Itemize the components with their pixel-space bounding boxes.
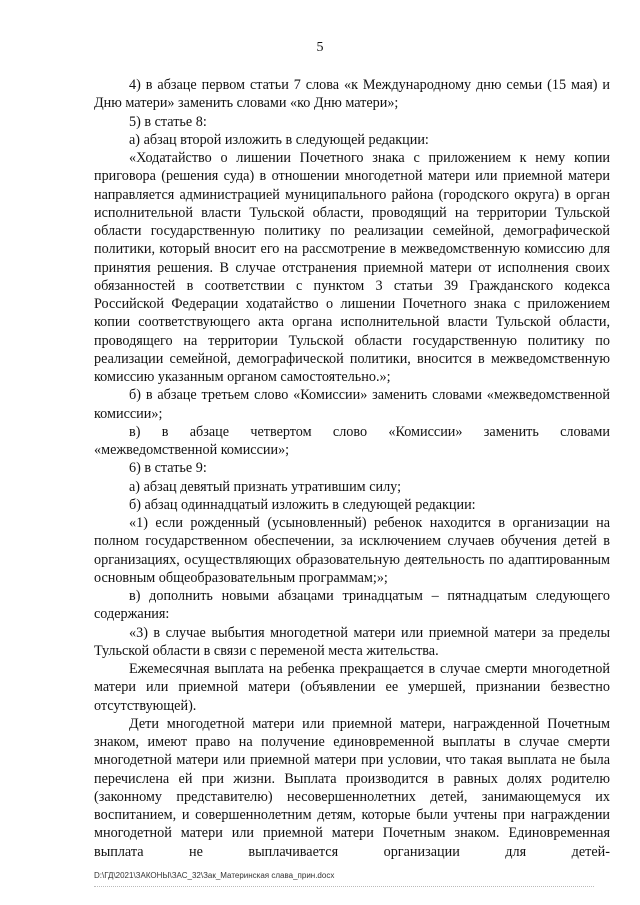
scan-artifact-line	[94, 886, 594, 889]
paragraph: в) дополнить новыми абзацами тринадцатым – пятнадцатым следующего содержания:	[94, 588, 610, 623]
paragraph: «1) если рожденный (усыновленный) ребенок находится в организации на полном государственном обеспечении, за исключением случаев обучения детей в организациях, осуществляющих образовательную деятельность по адаптированным основным общеобразовательным программам;»;	[94, 515, 610, 586]
paragraph: б) абзац одиннадцатый изложить в следующей редакции:	[129, 496, 476, 513]
paragraph: в) в абзаце четвертом слово «Комиссии» заменить словами «межведомственной комиссии»;	[94, 423, 610, 458]
paragraph: б) в абзаце третьем слово «Комиссии» заменить словами «межведомственной комиссии»;	[94, 387, 610, 422]
paragraph: а) абзац девятый признать утратившим силу;	[129, 478, 402, 495]
paragraph: Ежемесячная выплата на ребенка прекращается в случае смерти многодетной матери или приемной матери (объявлении ее умершей, признании безвестно отсутствующей).	[94, 661, 610, 714]
footer-file-path: D:\ГД\2021\ЗАКОНЫ\ЗАС_32\Зак_Материнская слава_прин.docx	[94, 871, 335, 880]
paragraph: а) абзац второй изложить в следующей редакции:	[129, 131, 429, 148]
paragraph: «3) в случае выбытия многодетной матери или приемной матери за пределы Тульской области в связи с переменой места жительства.	[94, 624, 610, 659]
paragraph: 6) в статье 9:	[129, 460, 207, 477]
paragraph: «Ходатайство о лишении Почетного знака с приложением к нему копии приговора (решения суда) в отношении многодетной матери или приемной матери направляется администрацией муниципального района (городского округа) в орган исполнительной власти Тульской области, проводящий на территории Тульской области государственную политику по реализации семейной, демографической политики, который вносит его на рассмотрение в межведомственную комиссию для принятия решения. В случае отстранения приемной матери от исполнения своих обязанностей в соответствии с пунктом 3 статьи 39 Гражданского кодекса Российской Федерации ходатайство о лишении Почетного знака с приложением копии соответствующего акта органа исполнительной власти Тульской области, проводящего на территории Тульской области государственную политику по реализации семейной, демографической политики, вносится в межведомственную комиссию указанным органом самостоятельно.»;	[94, 150, 610, 385]
paragraph: 4) в абзаце первом статьи 7 слова «к Международному дню семьи (15 мая) и Дню матери» заменить словами «ко Дню матери»;	[94, 77, 610, 112]
paragraph: Дети многодетной матери или приемной матери, награжденной Почетным знаком, имеют право на получение единовременной выплаты в случае смерти многодетной матери или приемной матери при условии, что такая выплата не была перечислена ей при жизни. Выплата производится в равных долях родителю (законному представителю) несовершеннолетних детей, занимающемуся их воспитанием, и совершеннолетним детям, которые были учтены при награждении многодетной матери или приемной матери Почетным знаком. Единовременная выплата не выплачивается организации для детей-	[94, 715, 610, 860]
page-number: 5	[316, 40, 324, 55]
paragraph: 5) в статье 8:	[129, 113, 207, 130]
document-body	[94, 76, 610, 861]
